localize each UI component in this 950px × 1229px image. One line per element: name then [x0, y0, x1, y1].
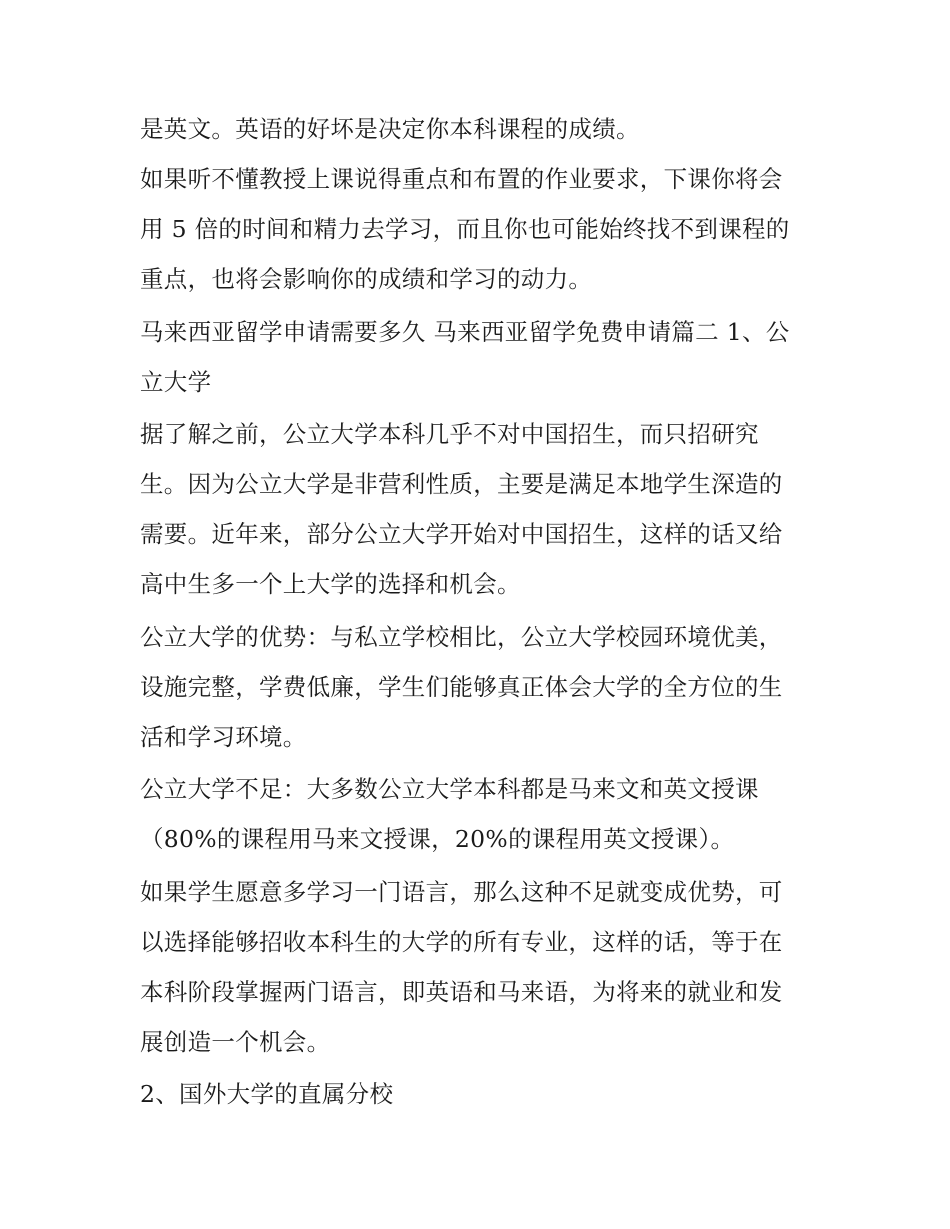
text-line: 马来西亚留学申请需要多久 马来西亚留学免费申请篇二 1、公 [140, 318, 790, 346]
text-line: 设施完整，学费低廉，学生们能够真正体会大学的全方位的生 [140, 673, 783, 701]
text-line: 活和学习环境。 [140, 723, 307, 751]
section-heading: 2、国外大学的直属分校 [140, 1080, 394, 1108]
text-line: 用 5 倍的时间和精力去学习，而且你也可能始终找不到课程的 [140, 215, 790, 243]
text-line: 是英文。英语的好坏是决定你本科课程的成绩。 [140, 115, 640, 143]
text-line: 生。因为公立大学是非营利性质，主要是满足本地学生深造的 [140, 470, 783, 498]
text-line: 据了解之前，公立大学本科几乎不对中国招生，而只招研究 [140, 420, 759, 448]
text-line: 立大学 [140, 368, 212, 396]
text-line: 本科阶段掌握两门语言，即英语和马来语，为将来的就业和发 [140, 978, 783, 1006]
text-line: 高中生多一个上大学的选择和机会。 [140, 570, 521, 598]
text-line: 展创造一个机会。 [140, 1028, 331, 1056]
text-line: 以选择能够招收本科生的大学的所有专业，这样的话，等于在 [140, 928, 783, 956]
text-line: 重点，也将会影响你的成绩和学习的动力。 [140, 265, 593, 293]
text-line: （80%的课程用马来文授课，20%的课程用英文授课）。 [140, 825, 735, 853]
text-line: 如果学生愿意多学习一门语言，那么这种不足就变成优势，可 [140, 878, 783, 906]
text-line: 如果听不懂教授上课说得重点和布置的作业要求，下课你将会 [140, 165, 783, 193]
text-line: 公立大学的优势：与私立学校相比，公立大学校园环境优美， [140, 623, 783, 651]
text-line: 公立大学不足：大多数公立大学本科都是马来文和英文授课 [140, 775, 759, 803]
text-line: 需要。近年来，部分公立大学开始对中国招生，这样的话又给 [140, 520, 783, 548]
